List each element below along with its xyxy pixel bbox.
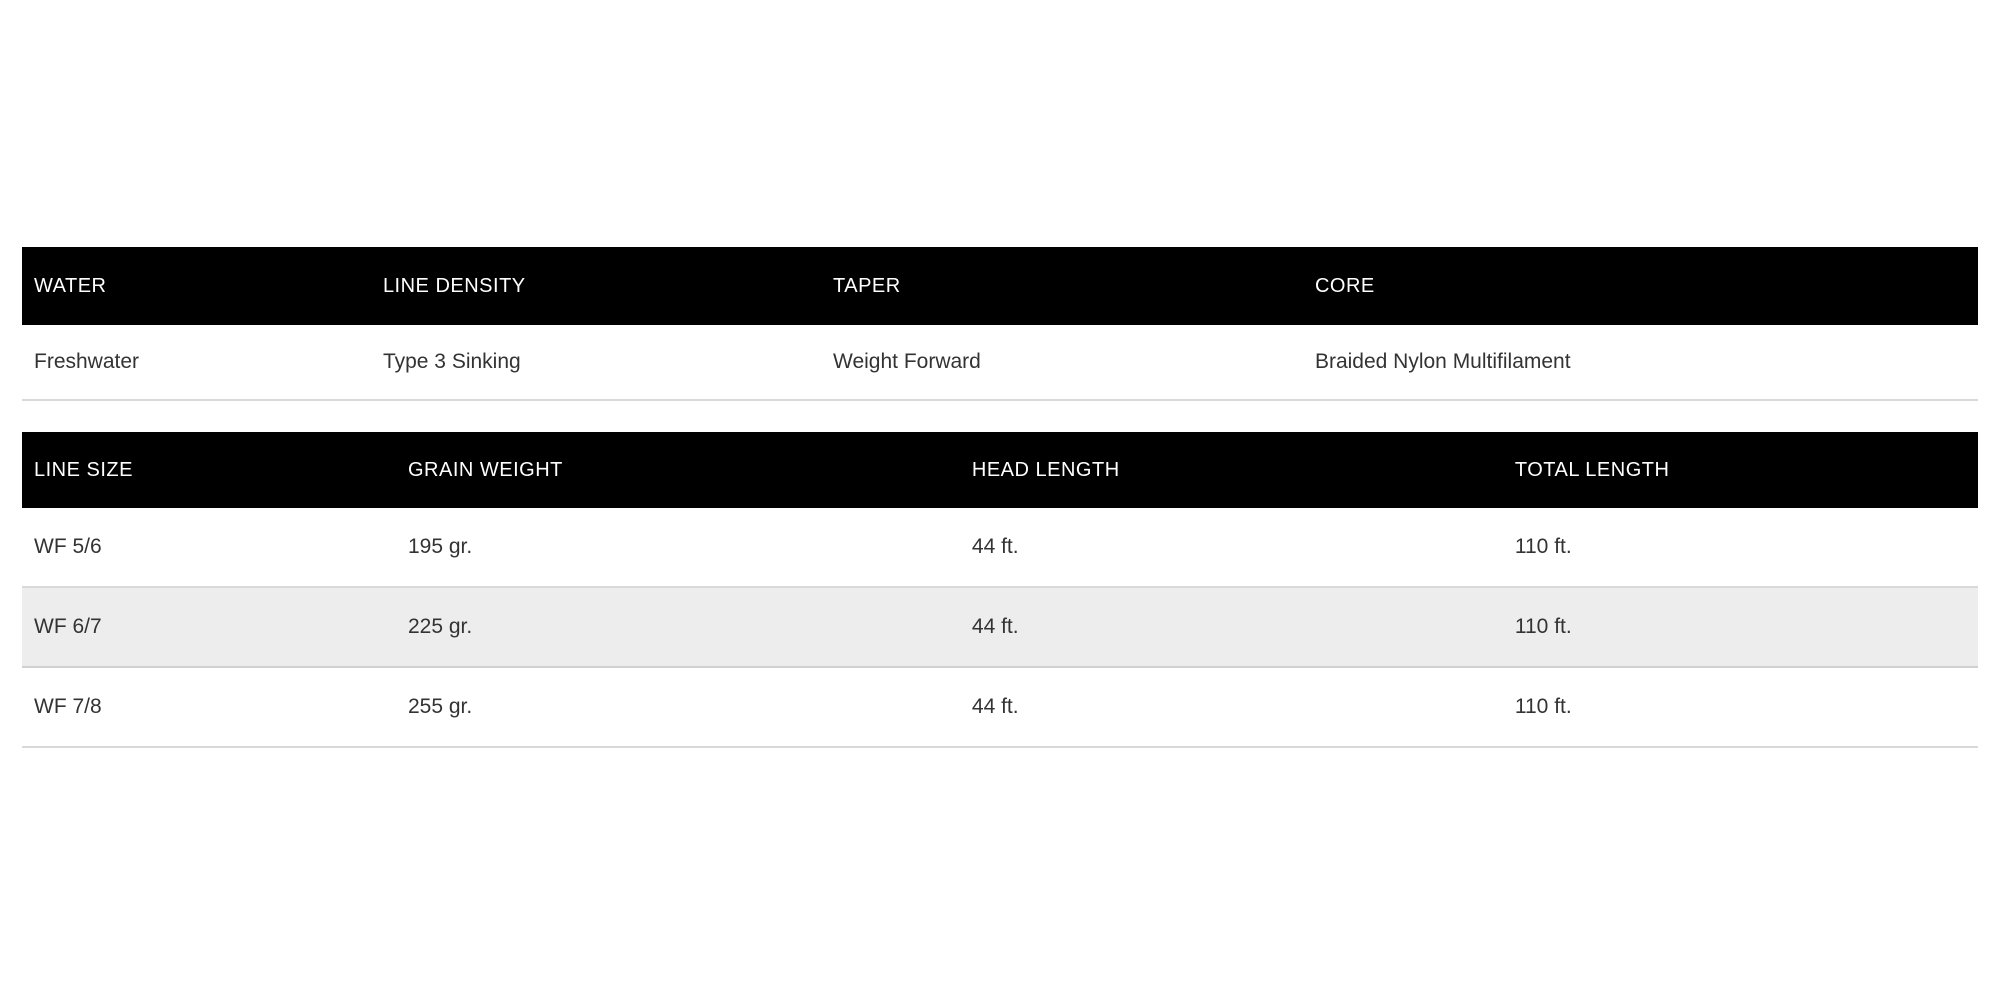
cell-total-length: 110 ft. bbox=[1503, 667, 1978, 747]
cell-head-length: 44 ft. bbox=[960, 667, 1503, 747]
spec-tables-container bbox=[22, 247, 1978, 748]
spec-overview-table bbox=[22, 247, 1978, 401]
cell-grain-weight: 255 gr. bbox=[396, 667, 960, 747]
cell-water-value: Freshwater bbox=[22, 325, 371, 400]
spec-overview-header-row bbox=[22, 247, 1978, 325]
cell-grain-weight: 225 gr. bbox=[396, 587, 960, 667]
cell-line-size: WF 7/8 bbox=[22, 667, 396, 747]
header-cell-taper: TAPER bbox=[833, 274, 901, 297]
table-row bbox=[22, 325, 1978, 400]
header-cell-core: CORE bbox=[1314, 274, 1375, 297]
header-cell-line-size: LINE SIZE bbox=[34, 458, 133, 481]
cell-taper-value: Weight Forward bbox=[821, 325, 1303, 400]
header-cell-grain-weight: GRAIN WEIGHT bbox=[407, 458, 563, 481]
table-row bbox=[22, 667, 1978, 747]
table-row bbox=[22, 587, 1978, 667]
cell-total-length: 110 ft. bbox=[1503, 587, 1978, 667]
cell-grain-weight: 195 gr. bbox=[396, 508, 960, 587]
header-cell-line-density: LINE DENSITY bbox=[382, 274, 526, 297]
cell-head-length: 44 ft. bbox=[960, 587, 1503, 667]
header-cell-water: WATER bbox=[34, 274, 107, 297]
cell-head-length: 44 ft. bbox=[960, 508, 1503, 587]
cell-line-density-value: Type 3 Sinking bbox=[371, 325, 821, 400]
cell-total-length: 110 ft. bbox=[1503, 508, 1978, 587]
cell-core-value: Braided Nylon Multifilament bbox=[1303, 325, 1978, 400]
line-size-table bbox=[22, 432, 1978, 748]
cell-line-size: WF 6/7 bbox=[22, 587, 396, 667]
line-size-header-row bbox=[22, 432, 1978, 508]
header-cell-total-length: TOTAL LENGTH bbox=[1514, 458, 1670, 481]
cell-line-size: WF 5/6 bbox=[22, 508, 396, 587]
table-row bbox=[22, 508, 1978, 587]
header-cell-head-length: HEAD LENGTH bbox=[971, 458, 1120, 481]
